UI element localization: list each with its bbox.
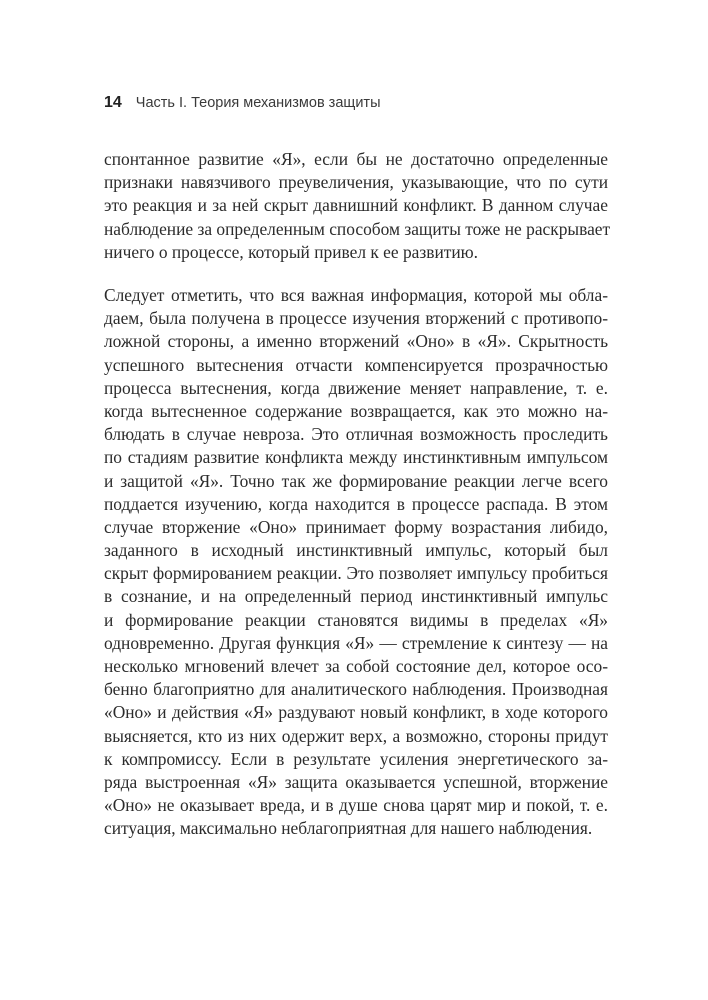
text-line: скрыт формированием реакции. Это позволяет импульсу пробиться bbox=[104, 563, 608, 584]
text-line: Следует отметить, что вся важная информация, которой мы обла- bbox=[104, 285, 608, 305]
text-line: ничего о процессе, который привел к ее развитию. bbox=[104, 241, 479, 262]
text-line: процесса вытеснения, когда движение меняет направление, т. е. bbox=[104, 377, 608, 398]
text-line: заданного в исходный инстинктивный импульс, который был bbox=[104, 540, 608, 561]
text-line: спонтанное развитие «Я», если бы не достаточно определенные bbox=[104, 149, 608, 169]
text-line: наблюдение за определенным способом защиты тоже не раскрывает bbox=[104, 218, 611, 239]
text-line: когда вытесненное содержание возвращается, как это можно на- bbox=[104, 400, 608, 421]
text-line: блюдать в случае невроза. Это отличная возможность проследить bbox=[104, 424, 608, 445]
text-line: выясняется, кто из них одержит верх, а возможно, стороны придут bbox=[104, 725, 608, 746]
text-line: по стадиям развитие конфликта между инстинктивным импульсом bbox=[104, 447, 608, 468]
text-line: к компромиссу. Если в результате усиления энергетического за- bbox=[104, 748, 608, 769]
text-line: поддается изучению, когда находится в процессе распада. В этом bbox=[104, 493, 608, 514]
text-line: признаки навязчивого преувеличения, указывающие, что по сути bbox=[104, 172, 608, 193]
text-line: ложной стороны, а именно вторжений «Оно» в «Я». Скрытность bbox=[104, 331, 608, 352]
text-line: одновременно. Другая функция «Я» — стремление к синтезу — на bbox=[104, 632, 608, 653]
text-line: бенно благоприятно для аналитического наблюдения. Производная bbox=[104, 679, 608, 700]
text-line: и формирование реакции становятся видимы в пределах «Я» bbox=[104, 609, 608, 630]
text-line: несколько мгновений влечет за собой состояние дел, которое осо- bbox=[104, 656, 608, 676]
text-line: даем, была получена в процессе изучения вторжений с противопо- bbox=[104, 308, 608, 329]
text-line: это реакция и за ней скрыт давнишний конфликт. В данном случае bbox=[104, 195, 608, 216]
paragraph-2 bbox=[104, 284, 608, 841]
paragraph-1 bbox=[104, 148, 611, 264]
page-number: 14 bbox=[104, 94, 122, 111]
running-title: Часть I. Теория механизмов защиты bbox=[135, 95, 381, 111]
text-line: «Оно» и действия «Я» раздувают новый конфликт, в ходе которого bbox=[104, 702, 608, 723]
page-header bbox=[104, 94, 381, 112]
text-line: случае вторжение «Оно» принимает форму возрастания либидо, bbox=[104, 516, 608, 537]
text-line: ситуация, максимально неблагоприятная для нашего наблюдения. bbox=[104, 818, 593, 839]
text-line: «Оно» не оказывает вреда, и в душе снова царят мир и покой, т. е. bbox=[104, 795, 608, 816]
text-line: и защитой «Я». Точно так же формирование реакции легче всего bbox=[104, 470, 608, 491]
text-line: в сознание, и на определенный период инстинктивный импульс bbox=[104, 586, 608, 607]
text-line: успешного вытеснения отчасти компенсируется прозрачностью bbox=[104, 354, 608, 375]
text-line: ряда выстроенная «Я» защита оказывается успешной, вторжение bbox=[104, 771, 608, 792]
